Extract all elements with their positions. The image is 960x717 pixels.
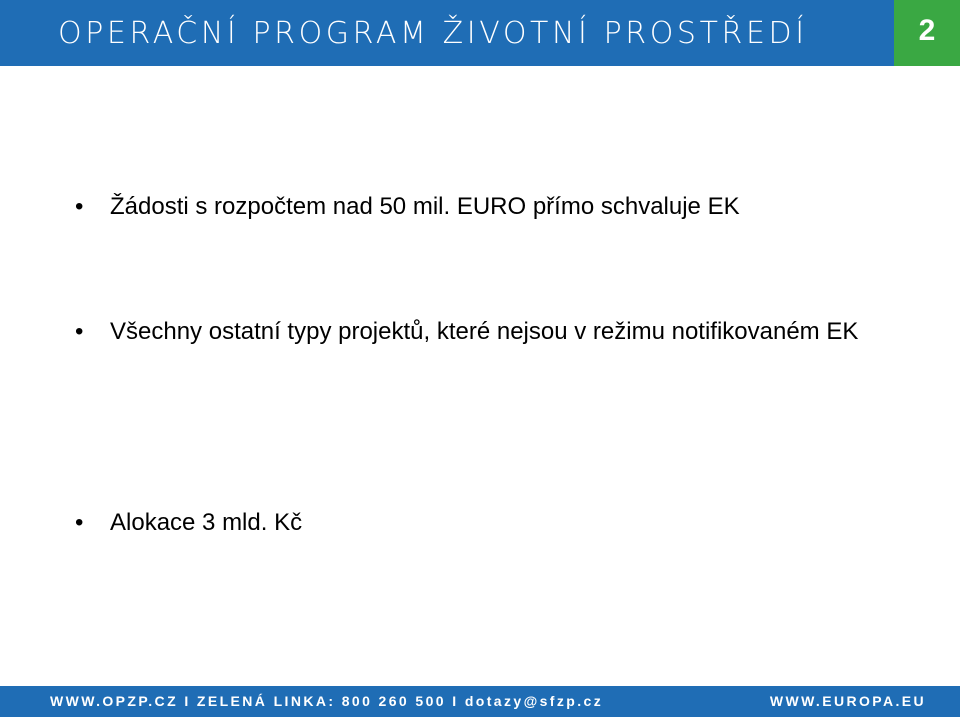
- bullet-marker: •: [75, 193, 84, 220]
- footer-bar: [0, 686, 960, 717]
- footer-contact: WWW.OPZP.CZ I ZELENÁ LINKA: 800 260 500 I dotazy@sfzp.cz: [50, 693, 604, 709]
- page-number: 2: [918, 14, 936, 47]
- bullet-item: [75, 193, 740, 221]
- bullet-text: Žádosti s rozpočtem nad 50 mil. EURO přímo schvaluje EK: [110, 193, 740, 220]
- footer-europa-link: WWW.EUROPA.EU: [769, 693, 926, 709]
- bullet-text: Alokace 3 mld. Kč: [110, 509, 303, 536]
- program-title: OPERAČNÍ PROGRAM ŽIVOTNÍ PROSTŘEDÍ: [58, 16, 808, 51]
- bullet-marker: •: [75, 318, 84, 345]
- bullet-item: [75, 318, 858, 346]
- bullet-text: Všechny ostatní typy projektů, které nejsou v režimu notifikovaném EK: [110, 318, 859, 345]
- bullet-item: [75, 509, 302, 537]
- bullet-marker: •: [75, 509, 84, 536]
